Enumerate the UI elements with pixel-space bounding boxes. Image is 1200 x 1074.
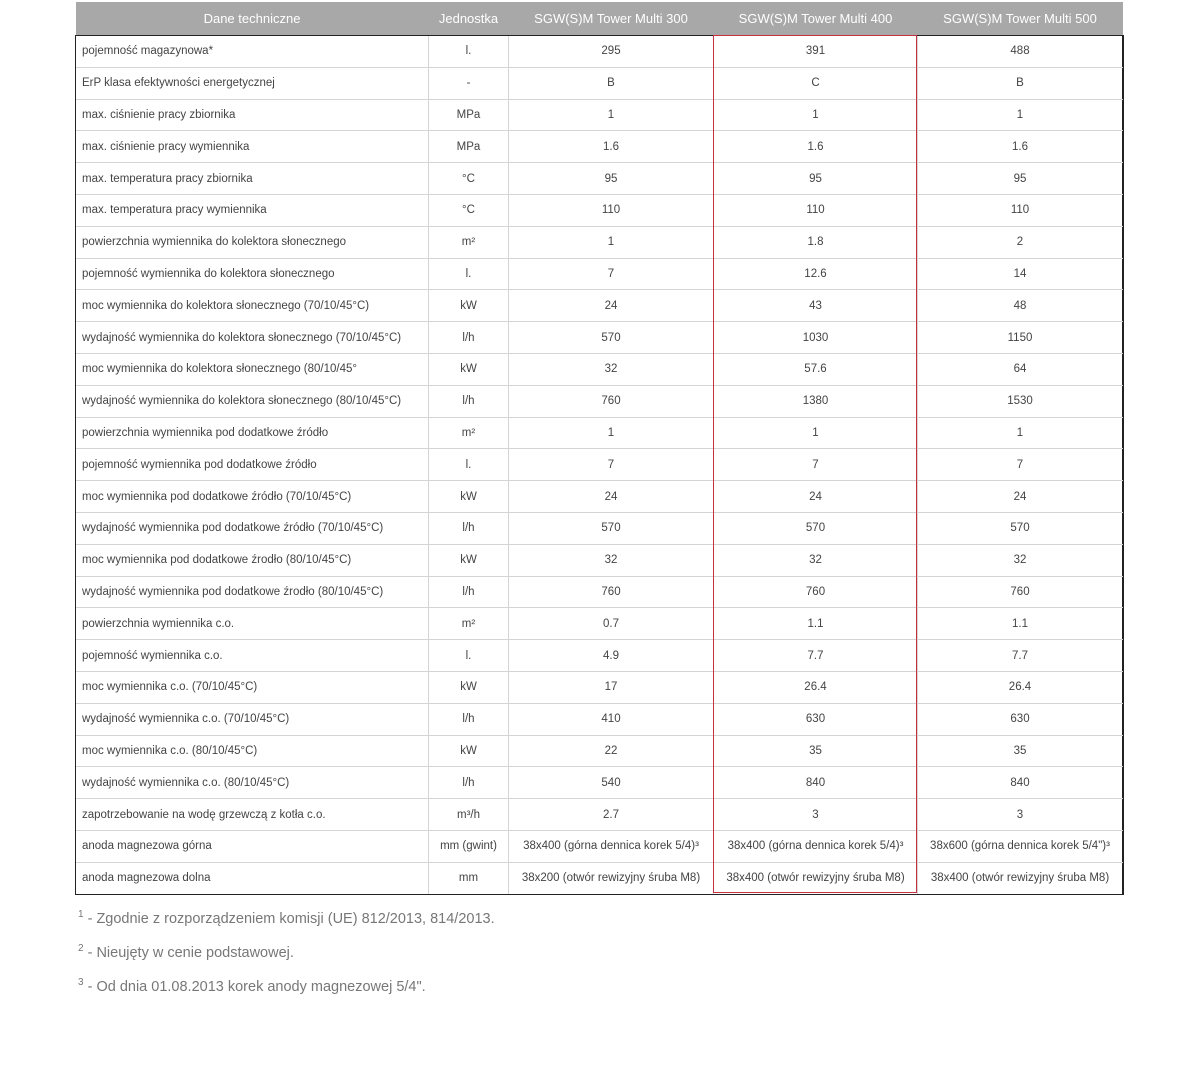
model-300-cell: 760 xyxy=(509,576,714,608)
model-300-cell: 540 xyxy=(509,767,714,799)
model-400-cell: 391 xyxy=(714,36,918,68)
model-500-cell: 3 xyxy=(918,799,1123,831)
table-body xyxy=(76,36,1123,895)
unit-cell: MPa xyxy=(429,99,509,131)
param-name-cell: max. temperatura pracy wymiennika xyxy=(76,194,429,226)
model-400-cell: 12.6 xyxy=(714,258,918,290)
model-300-cell: 570 xyxy=(509,512,714,544)
param-name-cell: powierzchnia wymiennika c.o. xyxy=(76,608,429,640)
unit-cell: l/h xyxy=(429,767,509,799)
model-400-cell: 24 xyxy=(714,481,918,513)
model-300-cell: 1 xyxy=(509,226,714,258)
unit-cell: kW xyxy=(429,481,509,513)
param-name-cell: moc wymiennika c.o. (70/10/45°C) xyxy=(76,671,429,703)
model-300-cell: 95 xyxy=(509,163,714,195)
model-500-cell: 488 xyxy=(918,36,1123,68)
model-300-cell: 38x200 (otwór rewizyjny śruba M8) xyxy=(509,862,714,894)
model-500-cell: 1150 xyxy=(918,322,1123,354)
param-name-cell: pojemność wymiennika do kolektora słonecznego xyxy=(76,258,429,290)
param-name-cell: anoda magnezowa dolna xyxy=(76,862,429,894)
unit-cell: l. xyxy=(429,449,509,481)
model-500-cell: 48 xyxy=(918,290,1123,322)
model-300-cell: 1 xyxy=(509,99,714,131)
param-name-cell: wydajność wymiennika c.o. (70/10/45°C) xyxy=(76,703,429,735)
unit-cell: °C xyxy=(429,163,509,195)
model-400-cell: 35 xyxy=(714,735,918,767)
unit-cell: kW xyxy=(429,671,509,703)
param-name-cell: powierzchnia wymiennika do kolektora słonecznego xyxy=(76,226,429,258)
unit-cell: m² xyxy=(429,226,509,258)
footnotes xyxy=(78,906,495,1008)
model-300-cell: B xyxy=(509,67,714,99)
model-400-cell: 7.7 xyxy=(714,640,918,672)
param-name-cell: moc wymiennika do kolektora słonecznego (80/10/45° xyxy=(76,353,429,385)
model-300-cell: 4.9 xyxy=(509,640,714,672)
model-500-cell: 24 xyxy=(918,481,1123,513)
model-500-cell: 1.1 xyxy=(918,608,1123,640)
unit-cell: °C xyxy=(429,194,509,226)
model-500-cell: 630 xyxy=(918,703,1123,735)
model-400-cell: 630 xyxy=(714,703,918,735)
model-300-cell: 110 xyxy=(509,194,714,226)
table-row xyxy=(76,353,1123,385)
footnote-1 xyxy=(78,906,495,928)
param-name-cell: max. ciśnienie pracy wymiennika xyxy=(76,131,429,163)
model-400-cell: 38x400 (górna dennica korek 5/4)³ xyxy=(714,830,918,862)
table-row xyxy=(76,322,1123,354)
model-300-cell: 0.7 xyxy=(509,608,714,640)
model-500-cell: 35 xyxy=(918,735,1123,767)
spec-table-container xyxy=(75,2,1122,895)
model-500-cell: 1 xyxy=(918,417,1123,449)
param-name-cell: moc wymiennika pod dodatkowe źródło (70/10/45°C) xyxy=(76,481,429,513)
model-500-cell: 1 xyxy=(918,99,1123,131)
table-row xyxy=(76,163,1123,195)
table-row xyxy=(76,67,1123,99)
model-400-cell: 1 xyxy=(714,417,918,449)
header-technical-data: Dane techniczne xyxy=(76,2,429,36)
table-row xyxy=(76,512,1123,544)
param-name-cell: max. ciśnienie pracy zbiornika xyxy=(76,99,429,131)
unit-cell: m³/h xyxy=(429,799,509,831)
model-500-cell: 95 xyxy=(918,163,1123,195)
unit-cell: l. xyxy=(429,258,509,290)
param-name-cell: wydajność wymiennika pod dodatkowe źródło (70/10/45°C) xyxy=(76,512,429,544)
unit-cell: l/h xyxy=(429,385,509,417)
model-300-cell: 295 xyxy=(509,36,714,68)
model-400-cell: C xyxy=(714,67,918,99)
technical-data-table xyxy=(75,2,1123,895)
model-400-cell: 43 xyxy=(714,290,918,322)
model-500-cell: 38x400 (otwór rewizyjny śruba M8) xyxy=(918,862,1123,894)
model-500-cell: 32 xyxy=(918,544,1123,576)
model-300-cell: 570 xyxy=(509,322,714,354)
footnote-text: - Zgodnie z rozporządzeniem komisji (UE) 812/2013, 814/2013. xyxy=(83,911,495,927)
model-500-cell: B xyxy=(918,67,1123,99)
model-300-cell: 1 xyxy=(509,417,714,449)
model-400-cell: 1.8 xyxy=(714,226,918,258)
model-500-cell: 26.4 xyxy=(918,671,1123,703)
model-300-cell: 32 xyxy=(509,353,714,385)
table-row xyxy=(76,290,1123,322)
unit-cell: kW xyxy=(429,544,509,576)
table-row xyxy=(76,131,1123,163)
unit-cell: l/h xyxy=(429,512,509,544)
model-500-cell: 840 xyxy=(918,767,1123,799)
unit-cell: l. xyxy=(429,36,509,68)
table-row xyxy=(76,226,1123,258)
unit-cell: l/h xyxy=(429,576,509,608)
model-400-cell: 1.1 xyxy=(714,608,918,640)
model-500-cell: 1530 xyxy=(918,385,1123,417)
header-model-500: SGW(S)M Tower Multi 500 xyxy=(918,2,1123,36)
footnote-2 xyxy=(78,940,495,962)
unit-cell: m² xyxy=(429,417,509,449)
param-name-cell: max. temperatura pracy zbiornika xyxy=(76,163,429,195)
unit-cell: l. xyxy=(429,640,509,672)
param-name-cell: ErP klasa efektywności energetycznej xyxy=(76,67,429,99)
footnote-text: - Nieujęty w cenie podstawowej. xyxy=(83,945,294,961)
unit-cell: - xyxy=(429,67,509,99)
table-row xyxy=(76,862,1123,894)
unit-cell: kW xyxy=(429,735,509,767)
header-model-300: SGW(S)M Tower Multi 300 xyxy=(509,2,714,36)
model-400-cell: 32 xyxy=(714,544,918,576)
footnote-number: 1 xyxy=(78,909,84,920)
table-row xyxy=(76,830,1123,862)
header-model-400: SGW(S)M Tower Multi 400 xyxy=(714,2,918,36)
model-500-cell: 1.6 xyxy=(918,131,1123,163)
model-500-cell: 7 xyxy=(918,449,1123,481)
param-name-cell: wydajność wymiennika do kolektora słonecznego (70/10/45°C) xyxy=(76,322,429,354)
model-300-cell: 410 xyxy=(509,703,714,735)
table-row xyxy=(76,703,1123,735)
model-500-cell: 760 xyxy=(918,576,1123,608)
table-row xyxy=(76,576,1123,608)
table-row xyxy=(76,258,1123,290)
param-name-cell: moc wymiennika c.o. (80/10/45°C) xyxy=(76,735,429,767)
table-row xyxy=(76,449,1123,481)
model-400-cell: 760 xyxy=(714,576,918,608)
model-400-cell: 1.6 xyxy=(714,131,918,163)
param-name-cell: wydajność wymiennika c.o. (80/10/45°C) xyxy=(76,767,429,799)
model-400-cell: 1 xyxy=(714,99,918,131)
table-row xyxy=(76,36,1123,68)
param-name-cell: wydajność wymiennika pod dodatkowe źrodło (80/10/45°C) xyxy=(76,576,429,608)
param-name-cell: pojemność wymiennika pod dodatkowe źródło xyxy=(76,449,429,481)
model-300-cell: 1.6 xyxy=(509,131,714,163)
header-unit: Jednostka xyxy=(429,2,509,36)
param-name-cell: moc wymiennika do kolektora słonecznego (70/10/45°C) xyxy=(76,290,429,322)
model-500-cell: 570 xyxy=(918,512,1123,544)
table-row xyxy=(76,671,1123,703)
unit-cell: l/h xyxy=(429,322,509,354)
model-300-cell: 7 xyxy=(509,258,714,290)
unit-cell: kW xyxy=(429,353,509,385)
table-row xyxy=(76,481,1123,513)
model-300-cell: 760 xyxy=(509,385,714,417)
model-400-cell: 1030 xyxy=(714,322,918,354)
model-400-cell: 840 xyxy=(714,767,918,799)
model-400-cell: 110 xyxy=(714,194,918,226)
unit-cell: kW xyxy=(429,290,509,322)
param-name-cell: anoda magnezowa górna xyxy=(76,830,429,862)
param-name-cell: moc wymiennika pod dodatkowe źrodło (80/10/45°C) xyxy=(76,544,429,576)
footnote-3 xyxy=(78,974,495,996)
param-name-cell: pojemność wymiennika c.o. xyxy=(76,640,429,672)
table-row xyxy=(76,99,1123,131)
model-300-cell: 38x400 (górna dennica korek 5/4)³ xyxy=(509,830,714,862)
model-400-cell: 26.4 xyxy=(714,671,918,703)
model-400-cell: 95 xyxy=(714,163,918,195)
model-300-cell: 2.7 xyxy=(509,799,714,831)
footnote-number: 2 xyxy=(78,943,84,954)
model-500-cell: 110 xyxy=(918,194,1123,226)
table-row xyxy=(76,608,1123,640)
model-500-cell: 38x600 (górna dennica korek 5/4")³ xyxy=(918,830,1123,862)
model-400-cell: 570 xyxy=(714,512,918,544)
table-row xyxy=(76,640,1123,672)
table-header-row xyxy=(76,2,1123,36)
footnote-number: 3 xyxy=(78,977,84,988)
model-400-cell: 1380 xyxy=(714,385,918,417)
model-500-cell: 2 xyxy=(918,226,1123,258)
param-name-cell: powierzchnia wymiennika pod dodatkowe źródło xyxy=(76,417,429,449)
table-row xyxy=(76,385,1123,417)
table-row xyxy=(76,544,1123,576)
model-500-cell: 14 xyxy=(918,258,1123,290)
model-300-cell: 17 xyxy=(509,671,714,703)
model-400-cell: 3 xyxy=(714,799,918,831)
param-name-cell: wydajność wymiennika do kolektora słonecznego (80/10/45°C) xyxy=(76,385,429,417)
model-400-cell: 38x400 (otwór rewizyjny śruba M8) xyxy=(714,862,918,894)
model-400-cell: 7 xyxy=(714,449,918,481)
table-row xyxy=(76,417,1123,449)
param-name-cell: zapotrzebowanie na wodę grzewczą z kotła c.o. xyxy=(76,799,429,831)
table-row xyxy=(76,194,1123,226)
param-name-cell: pojemność magazynowa* xyxy=(76,36,429,68)
table-row xyxy=(76,767,1123,799)
table-row xyxy=(76,799,1123,831)
model-300-cell: 24 xyxy=(509,290,714,322)
model-300-cell: 24 xyxy=(509,481,714,513)
model-300-cell: 7 xyxy=(509,449,714,481)
unit-cell: l/h xyxy=(429,703,509,735)
model-300-cell: 32 xyxy=(509,544,714,576)
table-row xyxy=(76,735,1123,767)
unit-cell: mm (gwint) xyxy=(429,830,509,862)
unit-cell: mm xyxy=(429,862,509,894)
model-400-cell: 57.6 xyxy=(714,353,918,385)
model-500-cell: 7.7 xyxy=(918,640,1123,672)
model-300-cell: 22 xyxy=(509,735,714,767)
unit-cell: m² xyxy=(429,608,509,640)
footnote-text: - Od dnia 01.08.2013 korek anody magnezowej 5/4". xyxy=(83,979,426,995)
unit-cell: MPa xyxy=(429,131,509,163)
model-500-cell: 64 xyxy=(918,353,1123,385)
